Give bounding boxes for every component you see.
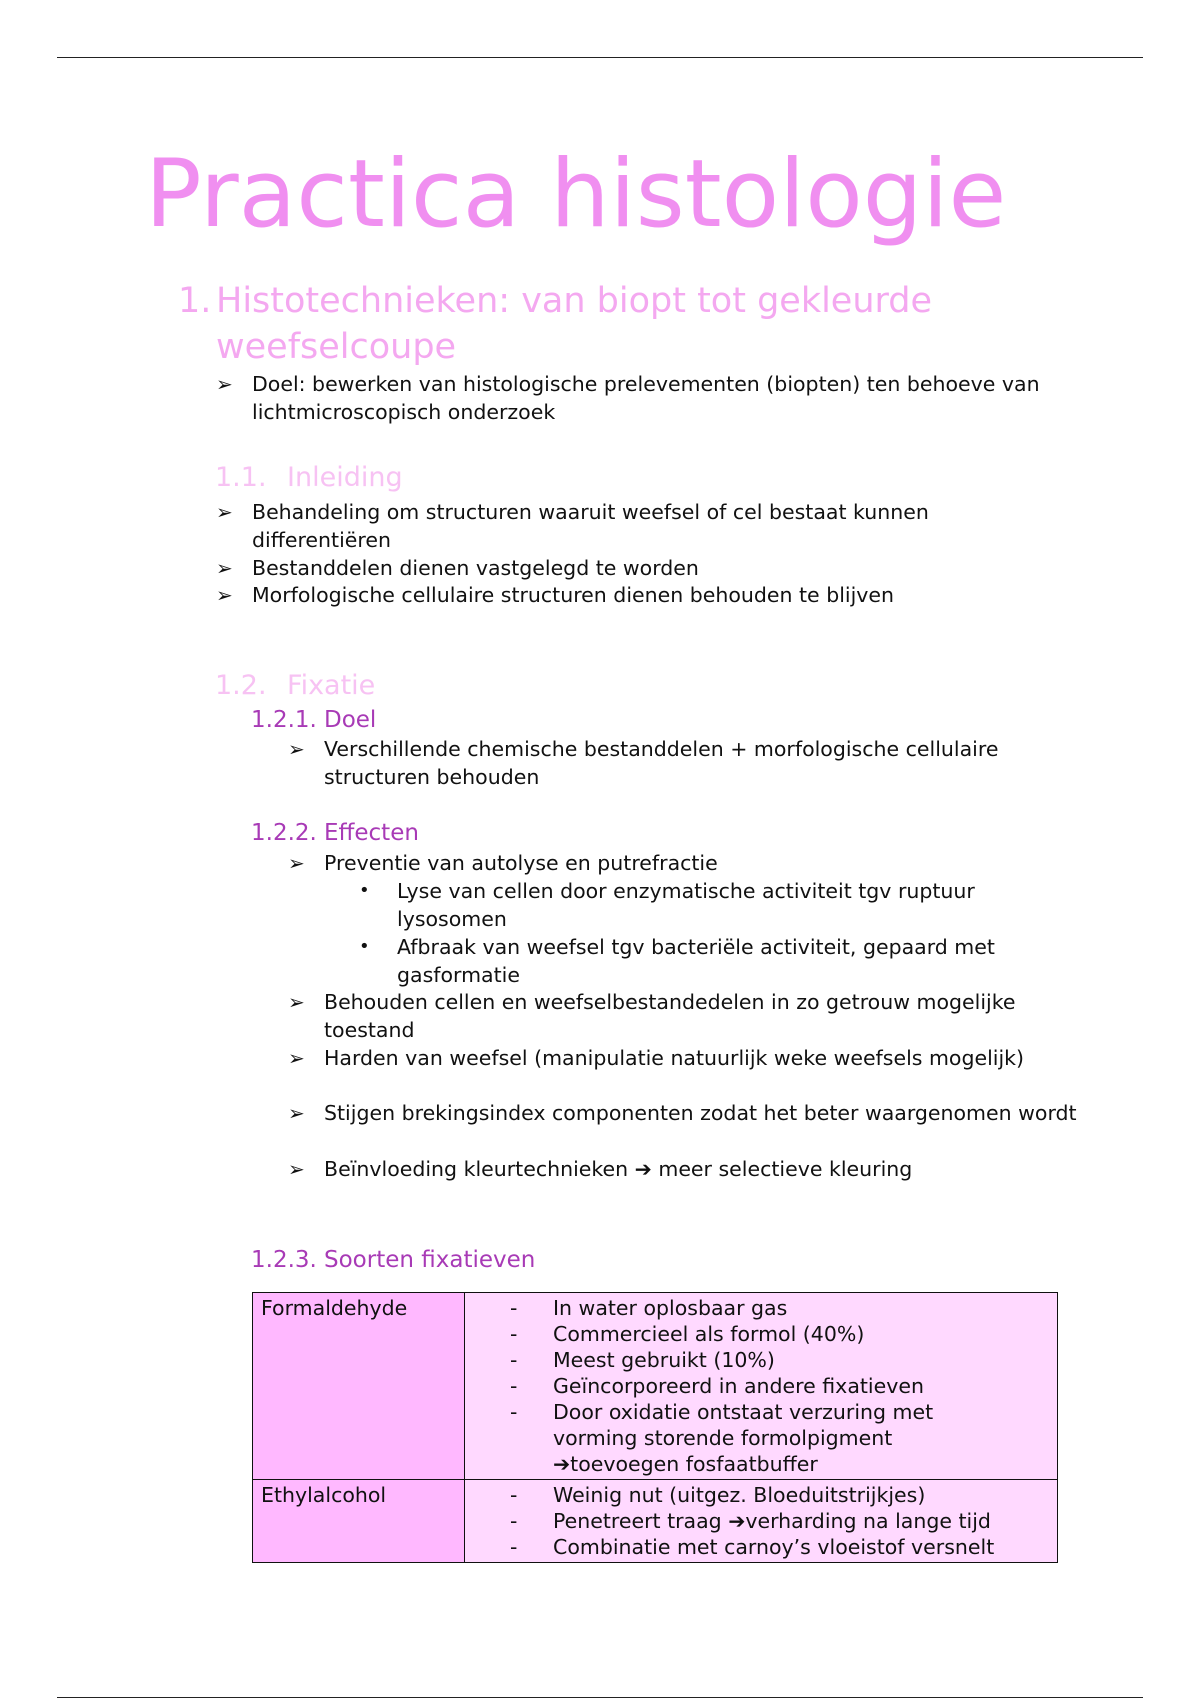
fixatieven-table [252, 1292, 1058, 1563]
list-item-text: Weinig nut (uitgez. Bloeduitstrijkjes) [553, 1483, 926, 1507]
section-1-2-2-heading [251, 818, 419, 848]
dash-bullet-icon: - [510, 1535, 518, 1559]
arrow-bullet-icon: ➢ [288, 1157, 305, 1181]
arrow-bullet-icon: ➢ [288, 1046, 305, 1070]
section-1-title: Histotechnieken: van biopt tot gekleurde weefselcoupe [216, 281, 933, 367]
list-item-text: In water oplosbaar gas [553, 1296, 788, 1320]
list-item [288, 849, 1084, 877]
table-cell-items [465, 1293, 1058, 1480]
list-item-text: Doel: bewerken van histologische prelevementen (biopten) ten behoeve van lichtmicroscopisch onderzoek [252, 372, 1040, 424]
arrow-bullet-icon: ➢ [288, 1101, 305, 1125]
arrow-bullet-icon: ➢ [216, 372, 233, 396]
table-row [253, 1480, 1058, 1563]
list-item-text: Meest gebruikt (10%) [553, 1348, 775, 1372]
list-item-text: Geïncorporeerd in andere fixatieven [553, 1374, 924, 1398]
section-1-number: 1. [178, 281, 212, 321]
dash-bullet-icon: - [510, 1296, 518, 1320]
list-item-text: Stijgen brekingsindex componenten zodat het beter waargenomen wordt [324, 1101, 1077, 1125]
section-1-2-3-heading [251, 1245, 535, 1275]
section-1-1-heading [215, 462, 403, 494]
top-rule [57, 57, 1143, 58]
list-item [216, 554, 1072, 582]
list-item [288, 988, 1084, 1044]
section-1-2-1-heading [251, 705, 376, 735]
list-item [288, 1099, 1084, 1127]
list-item-text: Morfologische cellulaire structuren dienen behouden te blijven [252, 583, 895, 607]
section-1-2-2-title: Effecten [324, 820, 419, 846]
list-item [465, 1373, 1057, 1399]
section-1-2-heading [215, 670, 375, 702]
arrow-bullet-icon: ➢ [216, 556, 233, 580]
table-row [253, 1293, 1058, 1480]
list-item-text: Behandeling om structuren waaruit weefsel of cel bestaat kunnen differentiëren [252, 500, 929, 552]
list-item-text: Bestanddelen dienen vastgelegd te worden [252, 556, 699, 580]
list-item [288, 735, 1084, 791]
arrow-bullet-icon: ➢ [288, 851, 305, 875]
list-item [359, 933, 1067, 989]
section-1-2-3-number: 1.2.3. [251, 1247, 317, 1273]
page-title: Practica histologie [145, 140, 1007, 249]
table-cell-name: Formaldehyde [253, 1293, 465, 1480]
arrow-bullet-icon: ➢ [288, 990, 305, 1014]
list-item-text: Beïnvloeding kleurtechnieken ➔ meer selectieve kleuring [324, 1157, 913, 1181]
list-item [465, 1295, 1057, 1321]
list-item [465, 1482, 1057, 1508]
section-1-2-1-number: 1.2.1. [251, 707, 317, 733]
dot-bullet-icon: • [359, 880, 370, 901]
list-item [359, 877, 1067, 933]
arrow-bullet-icon: ➢ [288, 737, 305, 761]
list-item-text: Lyse van cellen door enzymatische activiteit tgv ruptuur lysosomen [397, 879, 975, 931]
list-item-text: Preventie van autolyse en putrefractie [324, 851, 718, 875]
table-cell-name: Ethylalcohol [253, 1480, 465, 1563]
dash-bullet-icon: - [510, 1348, 518, 1372]
list-item [465, 1399, 1057, 1477]
list-item-text: Commercieel als formol (40%) [553, 1322, 865, 1346]
list-item [216, 370, 1072, 426]
list-item-text: Verschillende chemische bestanddelen + morfologische cellulaire structuren behouden [324, 737, 999, 789]
list-item-text: Afbraak van weefsel tgv bacteriële activiteit, gepaard met gasformatie [397, 935, 995, 987]
section-1-2-number: 1.2. [215, 670, 267, 701]
list-item [465, 1508, 1057, 1534]
list-item-text: Combinatie met carnoy’s vloeistof versnelt [553, 1535, 995, 1559]
list-item [288, 1155, 1084, 1183]
list-item-text: Door oxidatie ontstaat verzuring met vorming storende formolpigment ➔toevoegen fosfaatbuffer [553, 1400, 934, 1476]
list-item [216, 581, 1072, 609]
list-item [465, 1347, 1057, 1373]
dash-bullet-icon: - [510, 1322, 518, 1346]
dash-bullet-icon: - [510, 1374, 518, 1398]
arrow-bullet-icon: ➢ [216, 583, 233, 607]
list-item [465, 1321, 1057, 1347]
arrow-bullet-icon: ➢ [216, 500, 233, 524]
dot-bullet-icon: • [359, 936, 370, 957]
section-1-1-title: Inleiding [287, 462, 403, 493]
dash-bullet-icon: - [510, 1483, 518, 1507]
bottom-rule [57, 1697, 1143, 1698]
list-item-text: Harden van weefsel (manipulatie natuurlijk weke weefsels mogelijk) [324, 1046, 1025, 1070]
section-1-2-title: Fixatie [287, 670, 376, 701]
list-item [216, 498, 1072, 554]
list-item-text: Behouden cellen en weefselbestandedelen in zo getrouw mogelijke toestand [324, 990, 1016, 1042]
table-cell-items [465, 1480, 1058, 1563]
section-1-2-3-title: Soorten fixatieven [324, 1247, 536, 1273]
section-1-2-2-number: 1.2.2. [251, 820, 317, 846]
dash-bullet-icon: - [510, 1509, 518, 1533]
section-1-1-number: 1.1. [215, 462, 267, 493]
list-item-text: Penetreert traag ➔verharding na lange tijd [553, 1509, 991, 1533]
list-item [465, 1534, 1057, 1560]
list-item [288, 1044, 1084, 1072]
dash-bullet-icon: - [510, 1400, 518, 1424]
section-1-2-1-title: Doel [324, 707, 377, 733]
